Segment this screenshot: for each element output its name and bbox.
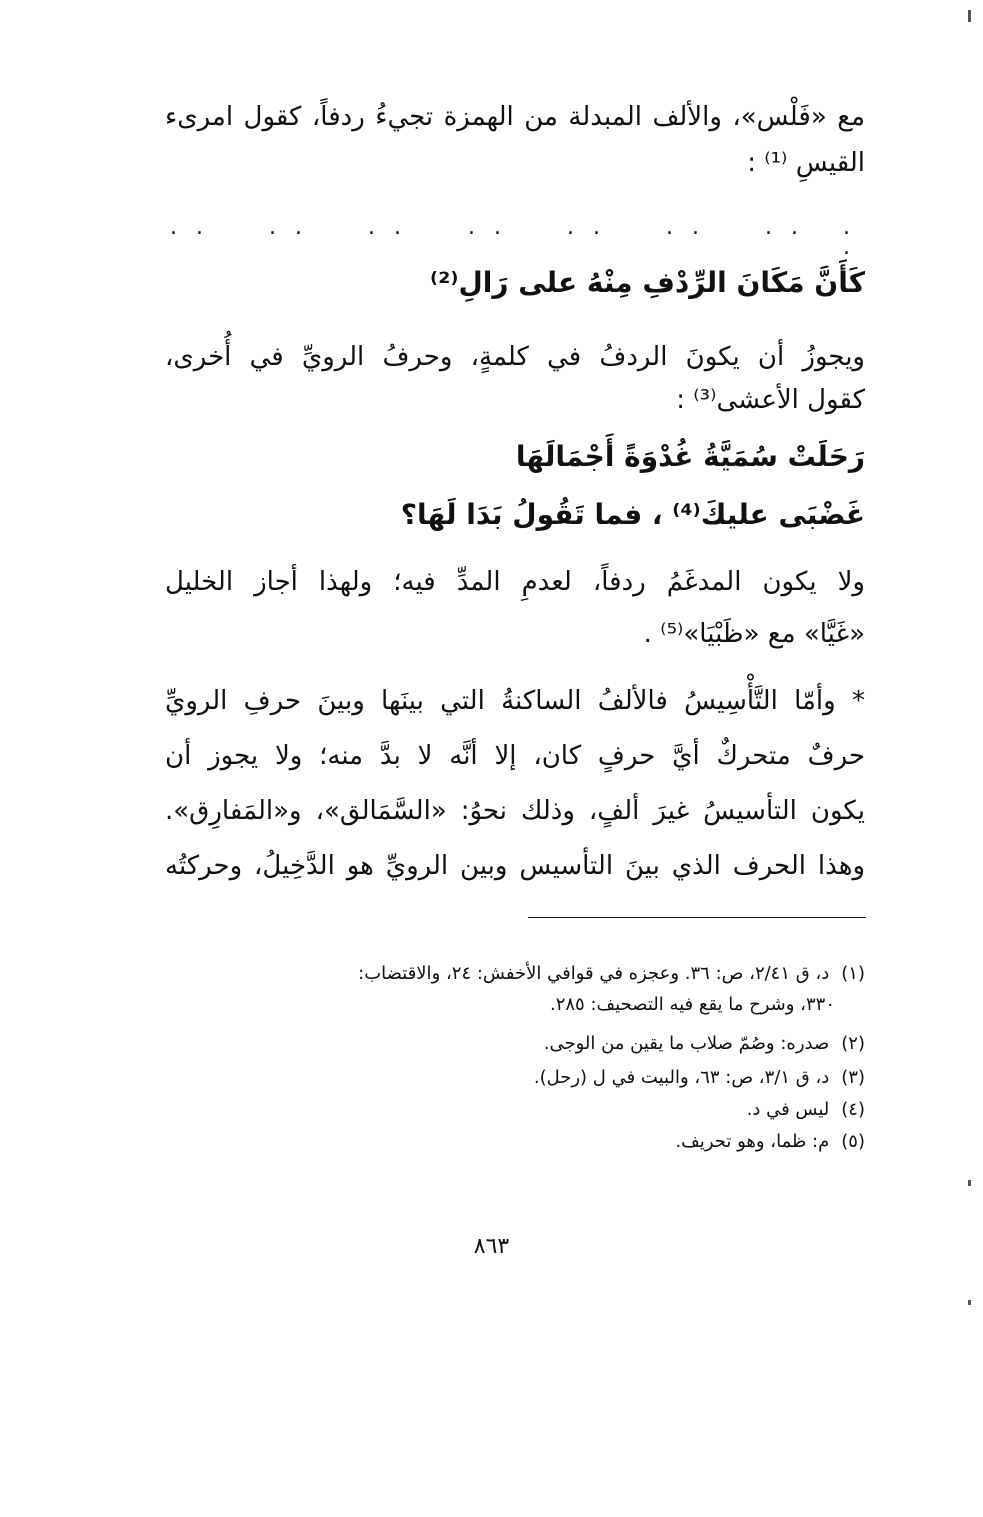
body-line-1: مع «فَلْس»، والألف المبدلة من الهمزة تجيءُ ردفاً، كقول امرىء xyxy=(165,102,865,132)
footnote-text: صدره: وصُمّ صلاب ما يقين من الوجى. xyxy=(543,1033,830,1054)
page-number: ٨٦٣ xyxy=(473,1234,510,1259)
footnote-2 xyxy=(105,1030,865,1058)
verse-1: كَأَنَّ مَكَانَ الرِّدْفِ مِنْهُ على رَالِ⁽²⁾ xyxy=(430,266,865,299)
para3-line-1: ولا يكون المدغَمُ ردفاً، لعدمِ المدِّ فيه؛ ولهذا أجاز الخليل xyxy=(165,567,865,597)
para4-line-4: وهذا الحرف الذي بينَ التأسيس وبين الرويِّ هو الدَّخِيلُ، وحركتُه xyxy=(165,851,865,881)
footnote-4 xyxy=(105,1096,865,1124)
ellipsis-row: . . . . . . . . . . . . . . . . xyxy=(170,215,856,260)
footnote-1-continued: ٣٣٠، وشرح ما يقع فيه التصحيف: ٢٨٥. xyxy=(549,994,835,1015)
footnote-1 xyxy=(105,960,865,988)
para4-line-2: حرفٌ متحركٌ أيَّ حرفٍ كان، إلا أنَّه لا بدَّ منه؛ ولا يجوز أن xyxy=(165,741,865,771)
footnote-number: (٤) xyxy=(841,1099,865,1120)
footnote-5 xyxy=(105,1128,865,1156)
para2-line-2: كقول الأعشى⁽³⁾ : xyxy=(676,385,865,415)
scan-edge-mark xyxy=(968,1180,971,1186)
para4-line-3: يكون التأسيسُ غيرَ ألفٍ، وذلك نحوُ: «السَّمَالق»، و«المَفارِق». xyxy=(165,796,865,826)
footnote-text: د، ق ٢/٤١، ص: ٣٦. وعجزه في قوافي الأخفش: ٢٤، والاقتضاب: xyxy=(358,963,830,984)
footnote-3 xyxy=(105,1064,865,1092)
scan-edge-mark xyxy=(968,10,971,22)
para3-line-2: «غَيَّا» مع «ظَبْيَا»⁽⁵⁾ . xyxy=(643,619,865,649)
footnote-number: (١) xyxy=(841,963,865,984)
verse-2-line-1: رَحَلَتْ سُمَيَّةُ غُدْوَةً أَجْمَالَهَا xyxy=(515,440,865,473)
footnote-separator xyxy=(528,917,866,918)
verse-2-line-2: غَضْبَى عليكَ⁽⁴⁾ ، فما تَقُولُ بَدَا لَهَا؟ xyxy=(400,498,865,531)
footnote-number: (٢) xyxy=(841,1033,865,1054)
footnote-number: (٣) xyxy=(841,1067,865,1088)
para2-line-1: ويجوزُ أن يكونَ الردفُ في كلمةٍ، وحرفُ الرويِّ في أُخرى، xyxy=(165,342,865,372)
scan-edge-mark xyxy=(968,1300,971,1305)
para4-line-1: * وأمّا التَّأْسِيسُ فالألفُ الساكنةُ التي بينَها وبينَ حرفِ الرويِّ xyxy=(165,686,865,716)
body-line-2: القيسِ ⁽¹⁾ : xyxy=(747,148,865,178)
footnote-text: ليس في د. xyxy=(746,1099,830,1120)
footnote-number: (٥) xyxy=(841,1131,865,1152)
footnote-text: م: ظما، وهو تحريف. xyxy=(675,1131,830,1152)
footnote-text: د، ق ٣/١، ص: ٦٣، والبيت في ل (رحل). xyxy=(533,1067,830,1088)
